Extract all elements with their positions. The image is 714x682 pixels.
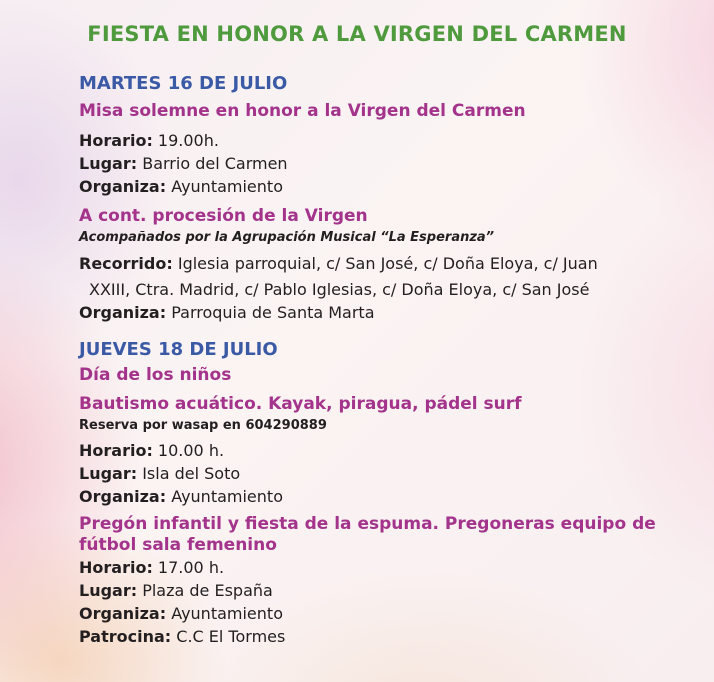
field-label: Patrocina: [79, 627, 172, 646]
event-organizer [79, 485, 699, 508]
program-content [79, 72, 699, 648]
field-label: Organiza: [79, 487, 167, 506]
event-route-continued: XXIII, Ctra. Madrid, c/ Pablo Iglesias, c/ Doña Eloya, c/ San José [89, 280, 590, 299]
field-value: Plaza de España [137, 581, 273, 600]
field-label: Lugar: [79, 154, 138, 173]
field-value: Iglesia parroquial, c/ San José, c/ Doña Eloya, c/ Juan [172, 254, 598, 273]
event-title: Bautismo acuático. Kayak, piragua, pádel surf [79, 394, 522, 414]
event-place [79, 152, 699, 175]
event-note: Reserva por wasap en 604290889 [79, 418, 327, 433]
event-place [79, 462, 699, 485]
field-label: Organiza: [79, 604, 167, 623]
day-heading: MARTES 16 DE JULIO [79, 73, 288, 94]
event-schedule [79, 129, 699, 152]
field-value: 17.00 h. [152, 558, 225, 577]
event-organizer [79, 175, 699, 198]
page-title: FIESTA EN HONOR A LA VIRGEN DEL CARMEN [87, 22, 627, 46]
event-title: Misa solemne en honor a la Virgen del Carmen [79, 101, 526, 121]
day-section-jueves [79, 338, 699, 648]
field-label: Recorrido: [79, 254, 173, 273]
event-place [79, 579, 699, 602]
event-title-continued: fútbol sala femenino [79, 535, 277, 555]
field-value: C.C El Tormes [171, 627, 286, 646]
field-value: 19.00h. [152, 131, 219, 150]
field-label: Horario: [79, 441, 153, 460]
field-label: Organiza: [79, 303, 167, 322]
field-value: 10.00 h. [152, 441, 225, 460]
event-schedule [79, 439, 699, 462]
day-heading: JUEVES 18 DE JULIO [79, 339, 278, 360]
field-value: Ayuntamiento [166, 177, 283, 196]
field-label: Horario: [79, 558, 153, 577]
event-organizer [79, 602, 699, 625]
event-title: A cont. procesión de la Virgen [79, 206, 368, 226]
field-label: Horario: [79, 131, 153, 150]
field-label: Lugar: [79, 581, 138, 600]
event-organizer [79, 301, 699, 324]
event-route [79, 252, 699, 275]
event-title: Pregón infantil y fiesta de la espuma. Pregoneras equipo de [79, 514, 656, 534]
field-label: Organiza: [79, 177, 167, 196]
field-value: Ayuntamiento [166, 604, 283, 623]
field-value: Parroquia de Santa Marta [166, 303, 375, 322]
field-label: Lugar: [79, 464, 138, 483]
field-value: Isla del Soto [137, 464, 241, 483]
event-sponsor [79, 625, 699, 648]
field-value: Barrio del Carmen [137, 154, 288, 173]
day-section-martes [79, 72, 699, 324]
event-schedule [79, 556, 699, 579]
day-subtitle: Día de los niños [79, 365, 232, 385]
field-value: Ayuntamiento [166, 487, 283, 506]
event-note: Acompañados por la Agrupación Musical “La Esperanza” [79, 230, 495, 245]
